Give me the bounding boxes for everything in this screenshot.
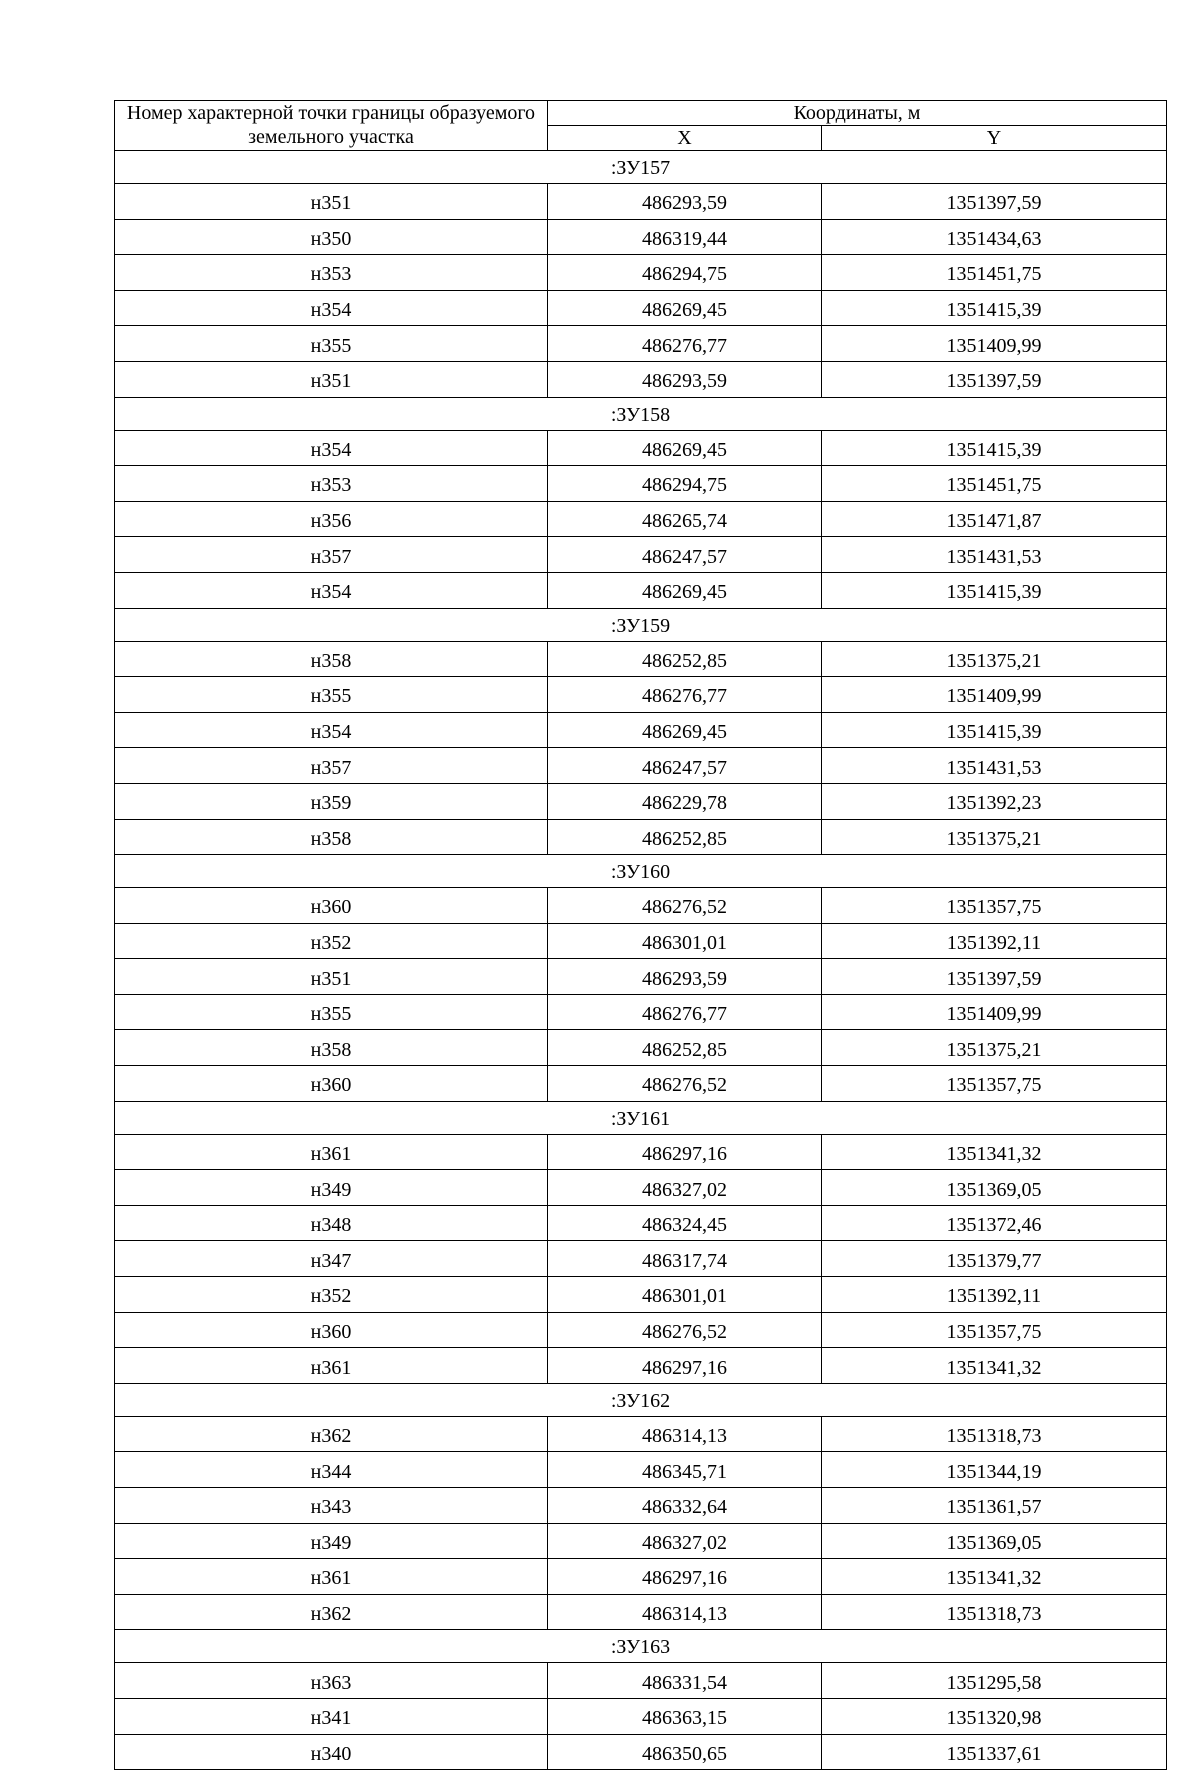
x-coordinate-cell: 486314,13: [548, 1594, 822, 1630]
point-number-cell: н354: [115, 290, 548, 326]
table-row: [115, 712, 1167, 748]
section-row: [115, 397, 1167, 430]
table-row: [115, 466, 1167, 502]
table-row: [115, 219, 1167, 255]
point-number-cell: н359: [115, 783, 548, 819]
x-coordinate-cell: 486269,45: [548, 290, 822, 326]
x-coordinate-cell: 486269,45: [548, 712, 822, 748]
point-number-cell: н352: [115, 923, 548, 959]
x-coordinate-cell: 486269,45: [548, 572, 822, 608]
table-row: [115, 641, 1167, 677]
x-coordinate-cell: 486294,75: [548, 255, 822, 291]
table-row: [115, 888, 1167, 924]
y-coordinate-cell: 1351397,59: [822, 184, 1167, 220]
table-row: [115, 677, 1167, 713]
x-coordinate-cell: 486317,74: [548, 1241, 822, 1277]
y-coordinate-cell: 1351392,11: [822, 1277, 1167, 1313]
x-coordinate-cell: 486319,44: [548, 219, 822, 255]
y-coordinate-cell: 1351397,59: [822, 959, 1167, 995]
y-coordinate-cell: 1351431,53: [822, 748, 1167, 784]
point-number-cell: н351: [115, 184, 548, 220]
y-coordinate-cell: 1351369,05: [822, 1523, 1167, 1559]
x-coordinate-cell: 486297,16: [548, 1348, 822, 1384]
x-coordinate-cell: 486297,16: [548, 1559, 822, 1595]
section-row: [115, 855, 1167, 888]
parcel-label: :ЗУ162: [115, 1383, 1167, 1416]
table-row: [115, 255, 1167, 291]
point-number-cell: н362: [115, 1416, 548, 1452]
y-coordinate-cell: 1351341,32: [822, 1559, 1167, 1595]
coordinates-table: [114, 100, 1167, 1770]
y-coordinate-cell: 1351431,53: [822, 537, 1167, 573]
x-coordinate-cell: 486331,54: [548, 1663, 822, 1699]
y-coordinate-cell: 1351341,32: [822, 1348, 1167, 1384]
table-row: [115, 290, 1167, 326]
point-number-cell: н355: [115, 326, 548, 362]
parcel-label: :ЗУ160: [115, 855, 1167, 888]
table-header: [115, 101, 1167, 151]
point-number-cell: н362: [115, 1594, 548, 1630]
point-number-cell: н360: [115, 888, 548, 924]
x-coordinate-cell: 486293,59: [548, 959, 822, 995]
point-number-cell: н354: [115, 572, 548, 608]
x-coordinate-cell: 486363,15: [548, 1698, 822, 1734]
x-coordinate-cell: 486301,01: [548, 923, 822, 959]
point-number-cell: н360: [115, 1312, 548, 1348]
y-coordinate-cell: 1351357,75: [822, 888, 1167, 924]
table-row: [115, 994, 1167, 1030]
point-number-cell: н354: [115, 712, 548, 748]
x-coordinate-cell: 486293,59: [548, 184, 822, 220]
y-coordinate-cell: 1351318,73: [822, 1416, 1167, 1452]
point-number-cell: н354: [115, 430, 548, 466]
y-coordinate-cell: 1351451,75: [822, 466, 1167, 502]
point-number-cell: н349: [115, 1170, 548, 1206]
point-number-header: Номер характерной точки границы образуемого земельного участка: [115, 101, 548, 151]
y-coordinate-cell: 1351415,39: [822, 572, 1167, 608]
y-column-header: Y: [822, 126, 1167, 151]
x-coordinate-cell: 486324,45: [548, 1205, 822, 1241]
x-coordinate-cell: 486276,52: [548, 1312, 822, 1348]
y-coordinate-cell: 1351375,21: [822, 819, 1167, 855]
parcel-label: :ЗУ158: [115, 397, 1167, 430]
table-row: [115, 1066, 1167, 1102]
y-coordinate-cell: 1351434,63: [822, 219, 1167, 255]
table-row: [115, 430, 1167, 466]
point-number-cell: н347: [115, 1241, 548, 1277]
section-row: [115, 1101, 1167, 1134]
table-row: [115, 1698, 1167, 1734]
table-row: [115, 1277, 1167, 1313]
table-row: [115, 1312, 1167, 1348]
section-row: [115, 1630, 1167, 1663]
point-number-cell: н361: [115, 1559, 548, 1595]
table-row: [115, 1030, 1167, 1066]
point-number-cell: н360: [115, 1066, 548, 1102]
parcel-label: :ЗУ163: [115, 1630, 1167, 1663]
y-coordinate-cell: 1351451,75: [822, 255, 1167, 291]
table-row: [115, 1205, 1167, 1241]
point-number-cell: н352: [115, 1277, 548, 1313]
x-coordinate-cell: 486350,65: [548, 1734, 822, 1770]
x-coordinate-cell: 486265,74: [548, 501, 822, 537]
y-coordinate-cell: 1351392,11: [822, 923, 1167, 959]
point-number-cell: н351: [115, 959, 548, 995]
x-coordinate-cell: 486247,57: [548, 748, 822, 784]
table-row: [115, 1416, 1167, 1452]
table-row: [115, 1170, 1167, 1206]
point-number-cell: н343: [115, 1488, 548, 1524]
point-number-cell: н351: [115, 361, 548, 397]
y-coordinate-cell: 1351337,61: [822, 1734, 1167, 1770]
table-row: [115, 1734, 1167, 1770]
y-coordinate-cell: 1351409,99: [822, 994, 1167, 1030]
table-row: [115, 361, 1167, 397]
parcel-label: :ЗУ157: [115, 151, 1167, 184]
table-row: [115, 184, 1167, 220]
point-number-cell: н358: [115, 1030, 548, 1066]
point-number-cell: н363: [115, 1663, 548, 1699]
table-row: [115, 748, 1167, 784]
table-row: [115, 501, 1167, 537]
table-row: [115, 572, 1167, 608]
point-number-cell: н344: [115, 1452, 548, 1488]
table-row: [115, 326, 1167, 362]
point-number-cell: н358: [115, 819, 548, 855]
x-coordinate-cell: 486247,57: [548, 537, 822, 573]
table-row: [115, 923, 1167, 959]
point-number-cell: н348: [115, 1205, 548, 1241]
section-row: [115, 151, 1167, 184]
point-number-cell: н358: [115, 641, 548, 677]
x-coordinate-cell: 486327,02: [548, 1170, 822, 1206]
y-coordinate-cell: 1351369,05: [822, 1170, 1167, 1206]
y-coordinate-cell: 1351344,19: [822, 1452, 1167, 1488]
y-coordinate-cell: 1351372,46: [822, 1205, 1167, 1241]
x-coordinate-cell: 486276,77: [548, 994, 822, 1030]
section-row: [115, 1383, 1167, 1416]
point-number-cell: н357: [115, 748, 548, 784]
x-coordinate-cell: 486345,71: [548, 1452, 822, 1488]
x-coordinate-cell: 486314,13: [548, 1416, 822, 1452]
parcel-label: :ЗУ159: [115, 608, 1167, 641]
table-row: [115, 1559, 1167, 1595]
point-number-cell: н353: [115, 466, 548, 502]
x-coordinate-cell: 486252,85: [548, 819, 822, 855]
y-coordinate-cell: 1351375,21: [822, 641, 1167, 677]
x-coordinate-cell: 486294,75: [548, 466, 822, 502]
point-number-cell: н361: [115, 1348, 548, 1384]
y-coordinate-cell: 1351361,57: [822, 1488, 1167, 1524]
x-coordinate-cell: 486276,77: [548, 677, 822, 713]
y-coordinate-cell: 1351415,39: [822, 290, 1167, 326]
y-coordinate-cell: 1351357,75: [822, 1066, 1167, 1102]
y-coordinate-cell: 1351341,32: [822, 1134, 1167, 1170]
table-row: [115, 1488, 1167, 1524]
point-number-cell: н341: [115, 1698, 548, 1734]
x-coordinate-cell: 486252,85: [548, 641, 822, 677]
table-row: [115, 819, 1167, 855]
y-coordinate-cell: 1351375,21: [822, 1030, 1167, 1066]
y-coordinate-cell: 1351320,98: [822, 1698, 1167, 1734]
table-row: [115, 1241, 1167, 1277]
table-row: [115, 1523, 1167, 1559]
y-coordinate-cell: 1351409,99: [822, 326, 1167, 362]
x-coordinate-cell: 486252,85: [548, 1030, 822, 1066]
table-row: [115, 959, 1167, 995]
x-coordinate-cell: 486276,52: [548, 888, 822, 924]
x-coordinate-cell: 486332,64: [548, 1488, 822, 1524]
point-number-cell: н356: [115, 501, 548, 537]
y-coordinate-cell: 1351357,75: [822, 1312, 1167, 1348]
y-coordinate-cell: 1351318,73: [822, 1594, 1167, 1630]
y-coordinate-cell: 1351379,77: [822, 1241, 1167, 1277]
x-column-header: X: [548, 126, 822, 151]
table-row: [115, 537, 1167, 573]
coordinates-group-header: Координаты, м: [548, 101, 1167, 126]
section-row: [115, 608, 1167, 641]
y-coordinate-cell: 1351415,39: [822, 712, 1167, 748]
x-coordinate-cell: 486269,45: [548, 430, 822, 466]
x-coordinate-cell: 486301,01: [548, 1277, 822, 1313]
y-coordinate-cell: 1351409,99: [822, 677, 1167, 713]
x-coordinate-cell: 486276,52: [548, 1066, 822, 1102]
y-coordinate-cell: 1351471,87: [822, 501, 1167, 537]
x-coordinate-cell: 486297,16: [548, 1134, 822, 1170]
point-number-cell: н355: [115, 994, 548, 1030]
y-coordinate-cell: 1351392,23: [822, 783, 1167, 819]
point-number-cell: н355: [115, 677, 548, 713]
table-row: [115, 1663, 1167, 1699]
point-number-cell: н349: [115, 1523, 548, 1559]
point-number-cell: н361: [115, 1134, 548, 1170]
table-row: [115, 1134, 1167, 1170]
table-body: [115, 151, 1167, 1770]
x-coordinate-cell: 486229,78: [548, 783, 822, 819]
point-number-cell: н353: [115, 255, 548, 291]
x-coordinate-cell: 486276,77: [548, 326, 822, 362]
table-row: [115, 1594, 1167, 1630]
table-row: [115, 1452, 1167, 1488]
table-row: [115, 1348, 1167, 1384]
parcel-label: :ЗУ161: [115, 1101, 1167, 1134]
table-row: [115, 783, 1167, 819]
point-number-cell: н340: [115, 1734, 548, 1770]
y-coordinate-cell: 1351397,59: [822, 361, 1167, 397]
x-coordinate-cell: 486293,59: [548, 361, 822, 397]
y-coordinate-cell: 1351415,39: [822, 430, 1167, 466]
x-coordinate-cell: 486327,02: [548, 1523, 822, 1559]
y-coordinate-cell: 1351295,58: [822, 1663, 1167, 1699]
point-number-cell: н350: [115, 219, 548, 255]
point-number-cell: н357: [115, 537, 548, 573]
